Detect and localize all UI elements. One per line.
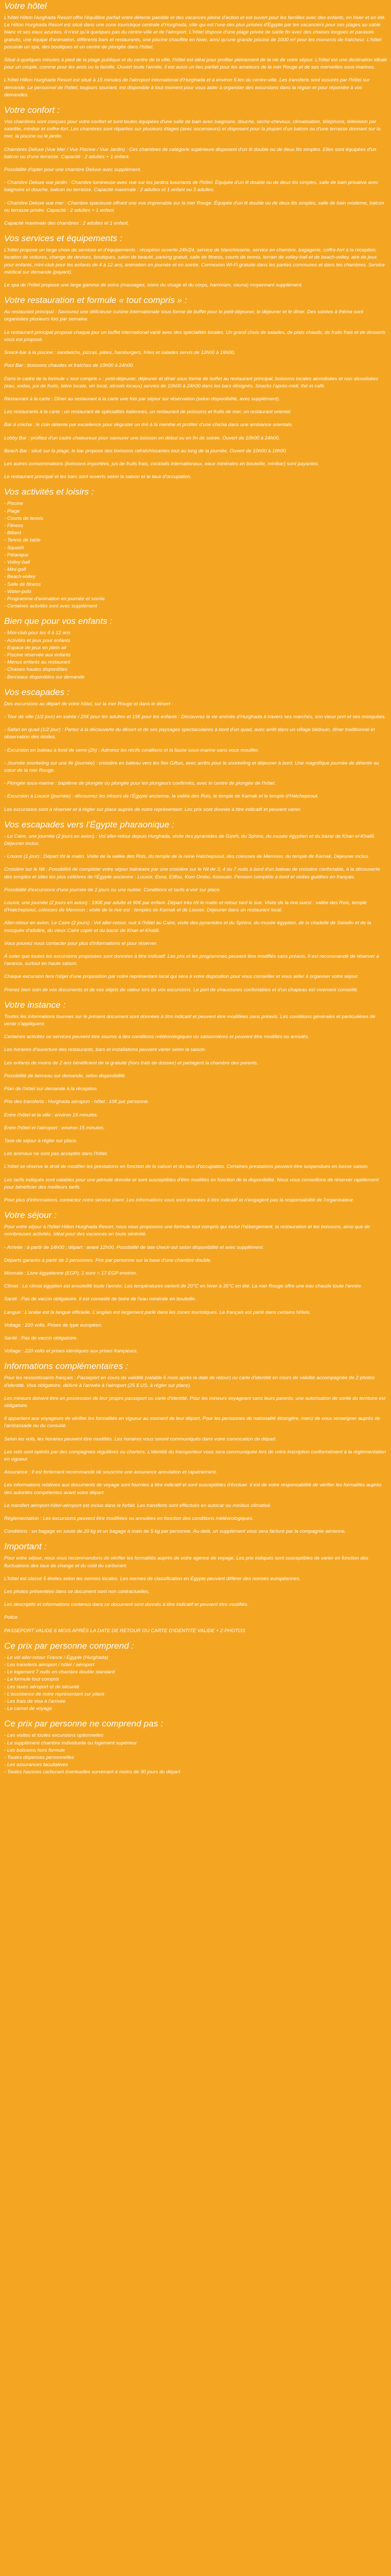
list-item: - Les transferts aéroport / hôtel / aéroport	[4, 1662, 94, 1668]
section-title: Vos services et équipements :	[4, 233, 123, 244]
list-item: - Piscine réservée aux enfants	[4, 652, 71, 658]
paragraph: Les restaurants à la carte : un restaurant de spécialités italiennes, un restaurant de poissons et fruits de mer, un restaurant oriental.	[4, 409, 292, 415]
paragraph: Voltage : 220 volts et prises identiques aux prises françaises.	[4, 1348, 138, 1354]
paragraph: Les descriptifs et informations contenus dans ce document sont donnés à titre indicatif et peuvent être modifiés.	[4, 1602, 249, 1608]
paragraph: Santé : Pas de vaccin obligatoire. Il est conseillé de boire de l'eau minérale en bouteille.	[4, 1296, 197, 1302]
paragraph: Louxor, une journée (2 jours en avion) : 190€ par adulte et 90€ par enfant. Départ très tôt le matin et retour tard le soir. Visite de la rive ouest : vallée des Rois, temple d'Hatchepsout, colosses de Memnon ; visite de la rive est : temples de Karnak et de Louxor. Déjeuner dans un restaurant local.	[4, 900, 367, 913]
paragraph: Entre l'hôtel et l'aéroport : environ 15 minutes.	[4, 1125, 105, 1131]
list-item: - Le carnet de voyage	[4, 1706, 52, 1712]
paragraph: Voltage : 220 volts. Prises de type européen.	[4, 1322, 103, 1328]
paragraph: Possibilité d'opter pour une chambre Deluxe avec supplément.	[4, 167, 141, 173]
paragraph: Pour votre séjour à l'hôtel Hilton Hurghada Resort, nous vous proposons une formule tout compris qui inclut l'hébergement, la restauration et les boissons, ainsi que de nombreuses activités. Idéal pour des vacances en toute sérénité.	[4, 1224, 370, 1238]
paragraph: Prenez bien soin de vos documents et de vos objets de valeur lors de vos excursions. Le port de chaussures confortables et d'un chapeau est vivement conseillé.	[4, 987, 359, 993]
paragraph: L'hôtel est classé 5 étoiles selon les normes locales. Les normes de classification en Égypte peuvent différer des normes européennes.	[4, 1575, 301, 1582]
paragraph: Situé à quelques minutes à pied de la plage publique et du centre de la ville, l'hôtel est idéal pour profiter pleinement de la vie de votre séjour. L'hôtel est une destination idéale pour un couple, comme pour les amis ou la famille. Ouvert toute l'année, il est aussi un lieu parfait pour les amateurs de la mer Rouge et de ses merveilles sous-marines.	[4, 57, 387, 71]
paragraph: Police	[4, 1615, 18, 1621]
paragraph: Les vols sont opérés par des compagnies régulières ou charters. L'identité du transporteur vous sera communiquée lors de votre inscription conformément à la réglementation en vigueur.	[4, 1449, 386, 1462]
section	[4, 616, 388, 681]
list-item: - Mini-club pour les 4 à 12 ans	[4, 630, 71, 636]
paragraph: Lobby Bar : profitez d'un cadre chaleureux pour savourer une boisson en début ou en fin de soirée. Ouvert de 10h00 à 24h00.	[4, 435, 280, 441]
paragraph: Langue : L'arabe est la langue officielle. L'anglais est largement parlé dans les zones touristiques. Le français est parlé dans certains hôtels.	[4, 1309, 311, 1315]
section-title: Ce prix par personne comprend :	[4, 1640, 134, 1651]
paragraph: - Louxor (1 jour) : Départ tôt le matin. Visite de la vallée des Rois, du temple de la reine Hatchepsout, des colosses de Memnon, du temple de Karnak. Déjeuner inclus.	[4, 854, 370, 860]
section-title: Votre instance :	[4, 999, 66, 1010]
paragraph: Les horaires d'ouverture des restaurants, bars et installations peuvent varier selon la saison.	[4, 1047, 206, 1053]
paragraph: - Le Caire, une journée (2 jours en avion) : Vol aller-retour depuis Hurghada, visite des pyramides de Gizeh, du Sphinx, du musée égyptien et du bazar de Khan el-Khalili. Déjeuner inclus.	[4, 833, 376, 847]
paragraph: Chaque excursion fera l'objet d'une proposition par notre représentant local qui sera à votre disposition pour vous conseiller et vous aider à organiser votre séjour.	[4, 974, 359, 980]
section-title: Vos activités et loisirs :	[4, 487, 94, 497]
paragraph: Toutes les informations fournies sur le présent document sont données à titre indicatif et peuvent être modifiées sans préavis. Les conditions générales et particulières de vente s'appliquent.	[4, 1013, 376, 1027]
paragraph: Conditions : un bagage en soute de 20 kg et un bagage à main de 5 kg par personne. Au-delà, un supplément vous sera facturé par la compagnie aérienne.	[4, 1529, 346, 1535]
list-item: - Mini-golf	[4, 567, 26, 573]
item-list	[4, 630, 388, 681]
section	[4, 1000, 388, 1204]
item-list	[4, 1654, 388, 1713]
list-item: - Menus enfants au restaurant	[4, 659, 70, 666]
paragraph: Le spa de l'hôtel propose une large gamme de soins (massages, soins du visage et du corps, hammam, sauna) moyennant supplément.	[4, 282, 303, 289]
paragraph: - Safari en quad (1/2 jour) : Partez à la découverte du désert et de ses paysages spectaculaires à bord d'un quad, avec arrêt dans un village bédouin, dîner traditionnel et observation des étoiles.	[4, 727, 375, 740]
paragraph: Plan de l'hôtel sur demande à la réception.	[4, 1086, 98, 1092]
paragraph: Possibilité d'excursions d'une journée de 2 jours ou une nuitée. Conditions et tarifs à voir sur place.	[4, 887, 221, 893]
section	[4, 1541, 388, 1634]
list-item: - Les boissons hors formule	[4, 1747, 65, 1753]
list-item: - Plage	[4, 508, 20, 514]
paragraph: Entre l'hôtel et la ville : environ 15 minutes.	[4, 1112, 99, 1118]
paragraph: Croisière sur le Nil : Possibilité de compléter votre séjour balnéaire par une croisière sur le Nil de 3, 4 ou 7 nuits à bord d'un bateau de croisière confortable, à la découverte des temples et sites les plus célèbres de l'Égypte ancienne : Louxor, Esna, Edfou, Kom Ombo, Assouan. Pension complète à bord et visites guidées en français.	[4, 867, 380, 880]
paragraph: Départs garantis à partir de 2 personnes. Prix par personne sur la base d'une chambre double.	[4, 1257, 212, 1263]
section-title: Votre séjour :	[4, 1210, 57, 1221]
section	[4, 295, 388, 481]
list-item: - Les taxes aéroport et de sécurité	[4, 1684, 79, 1690]
section-title: Ce prix par personne ne comprend pas :	[4, 1719, 164, 1729]
list-item: - Certaines activités sont avec supplément	[4, 603, 97, 609]
section	[4, 1210, 388, 1355]
section	[4, 105, 388, 227]
list-item: - Le logement 7 nuits en chambre double standard	[4, 1669, 115, 1675]
paragraph: Beach Bar : situé sur la plage, le bar propose des boissons rafraîchissantes tout au long de la journée. Ouvert de 10h00 à 18h00.	[4, 448, 287, 454]
paragraph: Des excursions au départ de votre hôtel, sur la mer Rouge et dans le désert :	[4, 701, 173, 707]
section	[4, 1, 388, 99]
paragraph: Prix des transferts : Hurghada aéroport - hôtel : 10€ par personne.	[4, 1099, 150, 1105]
list-item: - Chaises hautes disponibles	[4, 667, 68, 673]
paragraph: Vos chambres sont conçues pour votre confort et sont toutes équipées d'une salle de bain avec baignoire, douche, sèche-cheveux, climatisation, téléphone, télévision par satellite, minibar et coffre-fort. Les chambres sont réparties sur plusieurs étages (avec ascenseurs) et disposent pour la plupart d'un balcon ou d'une terrasse donnant sur la mer, la piscine ou le jardin.	[4, 119, 381, 140]
paragraph: Vous pouvez nous contacter pour plus d'informations et pour réserver.	[4, 940, 158, 946]
list-item: - Beach-volley	[4, 574, 36, 580]
section	[4, 1361, 388, 1535]
list-item: - Activités et jeux pour enfants	[4, 637, 71, 643]
section	[4, 687, 388, 814]
paragraph: - Journée snorkeling sur une île (journée) : croisière en bateau vers les îles Giftun, avec arrêts pour le snorkeling et déjeuner à bord. Une magnifique journée de détente au cœur de la mer Rouge.	[4, 760, 379, 774]
paragraph: L'hôtel se réserve le droit de modifier les prestations en fonction de la saison et du taux d'occupation. Certaines prestations peuvent être suspendues en basse saison.	[4, 1164, 369, 1170]
paragraph: Réglementation : Les excursions peuvent être modifiées ou annulées en fonction des conditions météorologiques.	[4, 1516, 254, 1521]
paragraph: Les tarifs indiqués sont valables pour une période donnée et sont susceptibles d'être modifiés en fonction de la disponibilité. Nous vous conseillons de réserver rapidement pour bénéficier des meilleurs tarifs.	[4, 1177, 379, 1190]
section	[4, 487, 388, 610]
paragraph: Les mineurs doivent être en possession de leur propre passeport ou carte d'identité. Pour les mineurs voyageant sans leurs parents, une autorisation de sortie du territoire est obligatoire.	[4, 1395, 386, 1409]
paragraph: - Excursion en bateau à fond de verre (2h) : Admirez les récifs coralliens et la faune sous-marine sans vous mouiller.	[4, 747, 259, 753]
section	[4, 233, 388, 289]
paragraph: Pour les ressortissants français : Passeport en cours de validité (valable 6 mois après la date de retour) ou carte d'identité en cours de validité accompagnée de 2 photos d'identité. Visa obligatoire, délivré à l'arrivée à l'aéroport (25 $ US, à régler sur place).	[4, 1375, 375, 1388]
paragraph: Le restaurant principal et les bars sont ouverts selon la saison et le taux d'occupation.	[4, 474, 192, 480]
paragraph: Taxe de séjour à régler sur place.	[4, 1138, 78, 1144]
paragraph: Pour votre séjour, nous vous recommandons de vérifier les formalités auprès de votre agence de voyage. Les prix indiqués sont susceptibles de varier en fonction des fluctuations des taux de change et du coût du carburant.	[4, 1555, 369, 1569]
list-item: - Espace de jeux en plein air	[4, 645, 67, 651]
paragraph: Bar à chicha : le coin détente par excellence pour déguster un thé à la menthe et profiter d'une chicha dans une ambiance orientale.	[4, 422, 294, 428]
paragraph: Les animaux ne sont pas acceptés dans l'hôtel.	[4, 1151, 108, 1157]
paragraph: Pour plus d'informations, contactez notre service client. Les informations vous sont données à titre indicatif et n'engagent pas la responsabilité de l'organisateur.	[4, 1197, 354, 1203]
list-item: - Le supplément chambre individuelle ou logement supérieur	[4, 1740, 137, 1746]
section	[4, 1719, 388, 1776]
paragraph: Capacité maximale des chambres : 2 adultes et 1 enfant.	[4, 221, 129, 227]
list-item: - Toutes hausses carburant éventuelles survenant à moins de 30 jours du départ	[4, 1769, 181, 1775]
paragraph: Dans le cadre de la formule « tout compris » : petit-déjeuner, déjeuner et dîner sous forme de buffet au restaurant principal, boissons locales alcoolisées et non alcoolisées (eau, sodas, jus de fruits, bière locale, vin local, alcools locaux) servies de 10h00 à 24h00 dans les bars désignés. Snacks l'après-midi, thé et café.	[4, 376, 379, 389]
list-item: - Les frais de visa à l'arrivée	[4, 1699, 66, 1705]
paragraph: L'hôtel Hilton Hurghada Resort est situé à 15 minutes de l'aéroport international d'Hurghada et à environ 5 km du centre-ville. Les transferts sont assurés par l'hôtel sur demande. Le personnel de l'hôtel, toujours souriant, est disponible à tout moment pour vous aider à organiser des excursions dans la région et pour répondre à vos demandes.	[4, 77, 370, 98]
section-title: Votre restauration et formule « tout compris » :	[4, 295, 187, 306]
paragraph: Selon les vols, les horaires peuvent être modifiés. Les horaires vous seront communiqués dans votre convocation de départ.	[4, 1436, 277, 1442]
list-item: - Water-polo	[4, 588, 31, 595]
section-title: Votre hôtel	[4, 1, 47, 11]
paragraph: - Tour de ville (1/2 jour) en soirée / 25€ pour les adultes et 15€ pour les enfants : Découvrez la vie animée d'Hurghada à travers ses marchés, son vieux port et ses mosquées.	[4, 714, 386, 720]
paragraph: - Chambre Deluxe vue jardin : Chambre lumineuse avec vue sur les jardins luxuriants de l'hôtel. Équipée d'un lit double ou de deux lits simples, salle de bain privative avec baignoire et douche, balcon ou terrasse. Capacité maximale : 2 adultes et 1 enfant ou 3 adultes.	[4, 180, 379, 193]
paragraph: - Excursion à Louxor (journée) : découvrez les trésors de l'Égypte ancienne, la vallée des Rois, le temple de Karnak et le temple d'Hatchepsout.	[4, 793, 319, 800]
section-title: Votre confort :	[4, 105, 60, 115]
paragraph: Les photos présentées dans ce document sont non contractuelles.	[4, 1589, 150, 1595]
paragraph: - Arrivée : à partir de 14h00 ; départ : avant 12h00. Possibilité de late check-out selon disponibilité et avec supplément.	[4, 1244, 264, 1250]
section-title: Important :	[4, 1541, 47, 1552]
paragraph: Chambres Deluxe (Vue Mer / Vue Piscine / Vue Jardin) : Ces chambres de catégorie supérieure disposent d'un lit double ou de deux lits simples. Elles sont équipées d'un balcon ou d'une terrasse. Capacité : 2 adultes + 1 enfant.	[4, 146, 377, 160]
paragraph: Il appartient aux voyageurs de vérifier les formalités en vigueur au moment de leur départ. Pour les personnes de nationalité étrangère, merci de vous renseigner auprès de l'ambassade ou du consulat.	[4, 1416, 381, 1429]
section	[4, 820, 388, 994]
paragraph: Snack-bar à la piscine : sandwichs, pizzas, pâtes, hamburgers, frites et salades servis de 12h00 à 16h00.	[4, 350, 235, 356]
list-item: - Tennis de table	[4, 537, 41, 544]
paragraph: Aller-retour en avion, Le Caire (2 jours) : Vol aller-retour, nuit à l'hôtel au Caire, visite des pyramides et du Sphinx, du musée égyptien, de la citadelle de Saladin et de la mosquée d'albâtre, du vieux Caire copte et du bazar de Khan el-Khalili.	[4, 920, 371, 934]
paragraph: - Plongée sous-marine : baptême de plongée ou plongée pour les plongeurs confirmés, avec le centre de plongée de l'hôtel.	[4, 781, 276, 787]
item-list	[4, 500, 388, 610]
list-item: - Programme d'animation en journée et soirée	[4, 596, 105, 602]
list-item: - Fitness	[4, 522, 23, 529]
paragraph: - Chambre Deluxe vue mer : Chambre spacieuse offrant une vue imprenable sur la mer Rouge. Équipée d'un lit double ou de deux lits simples, salle de bain moderne, balcon ou terrasse privée. Capacité : 2 adultes + 1 enfant.	[4, 200, 384, 213]
list-item: - Toutes dépenses personnelles	[4, 1755, 74, 1761]
list-item: - Courts de tennis	[4, 515, 43, 521]
paragraph: Le transfert aéroport-hôtel-aéroport est inclus dans le forfait. Les transferts sont effectués en autocar ou minibus climatisé.	[4, 1502, 272, 1509]
paragraph: Au restaurant principal : Savourez une délicieuse cuisine internationale sous forme de buffet pour le petit-déjeuner, le déjeuner et le dîner. Des soirées à thème sont organisées plusieurs fois par semaine.	[4, 309, 364, 323]
paragraph: Restaurant à la carte : Dîner au restaurant à la carte une fois par séjour sur réservation (selon disponibilité, avec supplément).	[4, 396, 280, 402]
section-title: Bien que pour vos enfants :	[4, 616, 112, 626]
list-item: - Squash	[4, 545, 24, 551]
list-item: - Billard	[4, 530, 21, 536]
list-item: - Les assurances facultatives	[4, 1762, 68, 1768]
paragraph: Les informations relatives aux documents de voyage sont fournies à titre indicatif et sont susceptibles d'évoluer. Il est de votre responsabilité de vérifier les formalités auprès des autorités compétentes avant votre départ.	[4, 1482, 382, 1496]
section-title: Vos escapades :	[4, 687, 70, 697]
list-item: - La formule tout compris	[4, 1676, 59, 1683]
list-item: - L'assistance de notre représentant sur place	[4, 1691, 105, 1697]
section-title: Vos escapades vers l'Égypte pharaonique :	[4, 819, 174, 829]
paragraph: Climat : Le climat égyptien est ensoleillé toute l'année. Les températures varient de 20°C en hiver à 35°C en été. La mer Rouge offre une eau chaude toute l'année.	[4, 1283, 363, 1290]
paragraph: Les enfants de moins de 2 ans bénéficient de la gratuité (hors frais de dossier) et partagent la chambre des parents.	[4, 1060, 258, 1066]
paragraph: Certaines activités ou services peuvent être soumis à des conditions météorologiques ou saisonnières et peuvent être modifiés ou annulés.	[4, 1034, 309, 1040]
paragraph: Les excursions sont à réserver et à régler sur place auprès de notre représentant. Les prix sont donnés à titre indicatif et peuvent varier.	[4, 806, 302, 812]
item-list	[4, 1732, 388, 1776]
list-item: - Pétanque	[4, 552, 28, 558]
list-item: - Salle de fitness	[4, 581, 41, 587]
list-item: - Piscine	[4, 501, 23, 507]
paragraph: Assurance : Il est fortement recommandé de souscrire une assurance annulation et rapatriement.	[4, 1469, 217, 1476]
paragraph: Possibilité de berceau sur demande, selon disponibilité.	[4, 1073, 126, 1079]
paragraph: Monnaie : Livre égyptienne (EGP). 1 euro = 17 EGP environ.	[4, 1270, 138, 1276]
section-title: Informations complémentaires :	[4, 1361, 128, 1371]
paragraph: Les autres consommations (boissons importées, jus de fruits frais, cocktails internationaux, eaux minérales en bouteille, minibar) sont payantes.	[4, 461, 319, 467]
list-item: - Les visites et toutes excursions optionnelles	[4, 1733, 104, 1739]
paragraph: L'hôtel propose un large choix de services et d'équipements : réception ouverte 24h/24, service de blanchisserie, service en chambre, bagagerie, coffre-fort à la réception, location de voitures, change de devises, boutiques, salon de beauté, parking gratuit, salle de fitness, courts de tennis, terrain de volley-ball et de beach-volley, aire de jeux pour enfants, mini-club pour les enfants de 4 à 12 ans, animation en journée et en soirée. Connexion Wi-Fi gratuite dans les parties communes et dans les chambres. Service médical sur demande (payant).	[4, 247, 385, 275]
paragraph: Santé : Pas de vaccin obligatoire.	[4, 1335, 78, 1341]
paragraph: PASSEPORT VALIDE 6 MOIS APRÈS LA DATE DE RETOUR OU CARTE D'IDENTITÉ VALIDE + 2 PHOTOS	[4, 1628, 246, 1634]
paragraph: Le restaurant principal propose chaque jour un buffet international varié avec des spécialités locales. Un grand choix de salades, de plats chauds, de fruits frais et de desserts vous est proposé.	[4, 329, 386, 343]
list-item: - Berceaux disponibles sur demande	[4, 674, 85, 680]
list-item: - Volley-ball	[4, 559, 30, 565]
paragraph: L'hôtel Hilton Hurghada Resort offre l'équilibre parfait entre détente paisible et des vacances pleine d'action et est ouvert pour les familles avec des enfants, en hiver et en été. Le Hilton Hurghada Resort est situé dans une zone touristique centrale d'Hurghada, ville qui est l'une des plus prisées d'Égypte par les vacanciers pour ses plages au sable blanc et ses eaux azurées. Il n'est qu'à quelques pas du centre-ville et de l'aéroport. L'hôtel dispose d'une plage privée de sable fin avec des chaises longues et parasols gratuits, une équipe d'animation, différents bars et restaurants, une piscine chauffée en hiver, ainsi qu'une grande piscine de 1000 m² pour les moments de fraîcheur. L'hôtel possède un spa, des boutiques et un centre de plongée dans l'hôtel.	[4, 15, 386, 50]
paragraph: Pool Bar : boissons chaudes et fraîches de 10h00 à 24h00.	[4, 363, 134, 369]
section	[4, 1641, 388, 1713]
paragraph: À noter que toutes les excursions proposées sont données à titre indicatif. Les prix et les programmes peuvent être modifiés sans préavis. Il est recommandé de réserver à l'avance, surtout en haute saison.	[4, 954, 379, 967]
list-item: - Le vol aller-retour France / Égypte (Hurghada)	[4, 1654, 108, 1660]
